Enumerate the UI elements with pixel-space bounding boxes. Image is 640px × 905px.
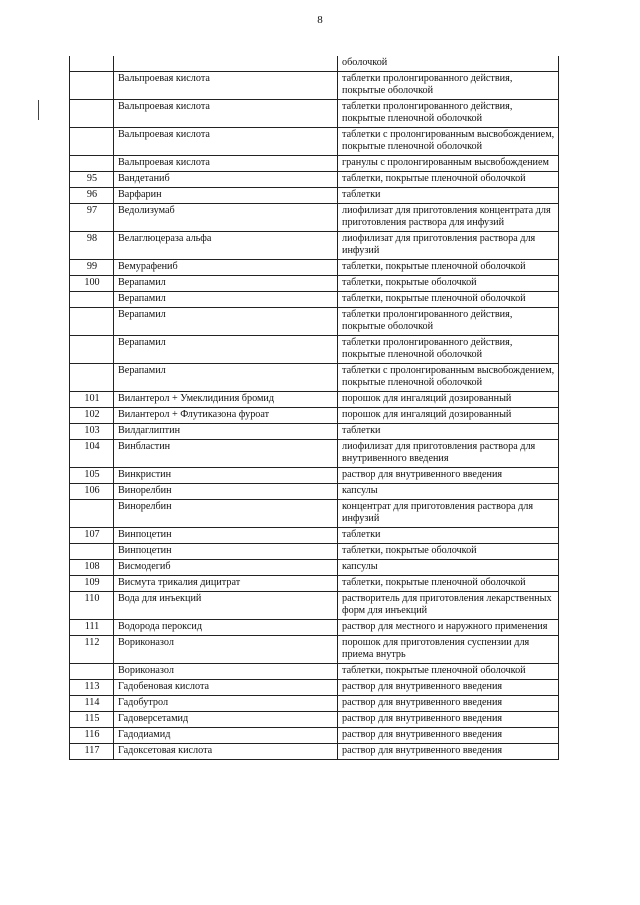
row-number-cell bbox=[70, 56, 114, 72]
dosage-form-cell: таблетки пролонгированного действия, покрытые оболочкой bbox=[338, 308, 559, 336]
dosage-form-cell: таблетки bbox=[338, 424, 559, 440]
drug-name-cell: Винбластин bbox=[114, 440, 338, 468]
drug-name-cell: Винорелбин bbox=[114, 500, 338, 528]
dosage-form-cell: таблетки, покрытые пленочной оболочкой bbox=[338, 172, 559, 188]
dosage-form-cell: таблетки, покрытые пленочной оболочкой bbox=[338, 292, 559, 308]
table-row bbox=[70, 468, 559, 484]
drug-name-cell: Верапамил bbox=[114, 308, 338, 336]
drug-name-cell: Вилдаглиптин bbox=[114, 424, 338, 440]
row-number-cell: 96 bbox=[70, 188, 114, 204]
table-row bbox=[70, 100, 559, 128]
table-row bbox=[70, 576, 559, 592]
dosage-form-cell: таблетки, покрытые пленочной оболочкой bbox=[338, 260, 559, 276]
dosage-form-cell: раствор для внутривенного введения bbox=[338, 468, 559, 484]
dosage-form-cell: лиофилизат для приготовления раствора для внутривенного введения bbox=[338, 440, 559, 468]
drug-name-cell: Ведолизумаб bbox=[114, 204, 338, 232]
dosage-form-cell: лиофилизат для приготовления концентрата для приготовления раствора для инфузий bbox=[338, 204, 559, 232]
table-row bbox=[70, 680, 559, 696]
row-number-cell: 115 bbox=[70, 712, 114, 728]
drug-name-cell: Гадобутрол bbox=[114, 696, 338, 712]
drug-name-cell: Верапамил bbox=[114, 364, 338, 392]
drug-table bbox=[69, 56, 559, 760]
dosage-form-cell: лиофилизат для приготовления раствора для инфузий bbox=[338, 232, 559, 260]
table-row bbox=[70, 592, 559, 620]
dosage-form-cell: таблетки пролонгированного действия, покрытые пленочной оболочкой bbox=[338, 336, 559, 364]
table-row bbox=[70, 336, 559, 364]
table-row bbox=[70, 276, 559, 292]
drug-name-cell: Вальпроевая кислота bbox=[114, 72, 338, 100]
dosage-form-cell: оболочкой bbox=[338, 56, 559, 72]
drug-name-cell: Винорелбин bbox=[114, 484, 338, 500]
table-row bbox=[70, 424, 559, 440]
table-row bbox=[70, 188, 559, 204]
row-number-cell: 97 bbox=[70, 204, 114, 232]
row-number-cell bbox=[70, 292, 114, 308]
row-number-cell: 95 bbox=[70, 172, 114, 188]
dosage-form-cell: таблетки пролонгированного действия, покрытые оболочкой bbox=[338, 72, 559, 100]
table-row bbox=[70, 484, 559, 500]
table-row bbox=[70, 172, 559, 188]
dosage-form-cell: раствор для внутривенного введения bbox=[338, 696, 559, 712]
table-row bbox=[70, 232, 559, 260]
drug-name-cell: Велаглюцераза альфа bbox=[114, 232, 338, 260]
table-row bbox=[70, 364, 559, 392]
table-row bbox=[70, 56, 559, 72]
dosage-form-cell: концентрат для приготовления раствора для инфузий bbox=[338, 500, 559, 528]
drug-name-cell: Верапамил bbox=[114, 276, 338, 292]
drug-name-cell: Гадодиамид bbox=[114, 728, 338, 744]
table-row bbox=[70, 260, 559, 276]
drug-name-cell: Вемурафениб bbox=[114, 260, 338, 276]
dosage-form-cell: порошок для приготовления суспензии для приема внутрь bbox=[338, 636, 559, 664]
drug-name-cell: Вориконазол bbox=[114, 636, 338, 664]
row-number-cell bbox=[70, 364, 114, 392]
margin-mark bbox=[38, 100, 39, 120]
row-number-cell bbox=[70, 156, 114, 172]
drug-name-cell: Гадоверсетамид bbox=[114, 712, 338, 728]
row-number-cell bbox=[70, 100, 114, 128]
table-row bbox=[70, 392, 559, 408]
dosage-form-cell: таблетки пролонгированного действия, покрытые пленочной оболочкой bbox=[338, 100, 559, 128]
dosage-form-cell: порошок для ингаляций дозированный bbox=[338, 392, 559, 408]
row-number-cell bbox=[70, 72, 114, 100]
table-row bbox=[70, 528, 559, 544]
table-row bbox=[70, 292, 559, 308]
table-row bbox=[70, 440, 559, 468]
table-row bbox=[70, 156, 559, 172]
dosage-form-cell: раствор для внутривенного введения bbox=[338, 728, 559, 744]
row-number-cell bbox=[70, 664, 114, 680]
drug-name-cell: Вандетаниб bbox=[114, 172, 338, 188]
row-number-cell: 107 bbox=[70, 528, 114, 544]
row-number-cell: 117 bbox=[70, 744, 114, 760]
dosage-form-cell: таблетки с пролонгированным высвобождением, покрытые пленочной оболочкой bbox=[338, 364, 559, 392]
drug-name-cell: Вилантерол + Умеклидиния бромид bbox=[114, 392, 338, 408]
row-number-cell: 105 bbox=[70, 468, 114, 484]
row-number-cell bbox=[70, 128, 114, 156]
table-row bbox=[70, 128, 559, 156]
dosage-form-cell: капсулы bbox=[338, 560, 559, 576]
row-number-cell: 108 bbox=[70, 560, 114, 576]
dosage-form-cell: таблетки, покрытые пленочной оболочкой bbox=[338, 576, 559, 592]
dosage-form-cell: таблетки bbox=[338, 188, 559, 204]
dosage-form-cell: таблетки, покрытые оболочкой bbox=[338, 544, 559, 560]
row-number-cell: 112 bbox=[70, 636, 114, 664]
row-number-cell bbox=[70, 308, 114, 336]
table-row bbox=[70, 560, 559, 576]
row-number-cell: 99 bbox=[70, 260, 114, 276]
drug-name-cell: Вальпроевая кислота bbox=[114, 156, 338, 172]
dosage-form-cell: таблетки, покрытые пленочной оболочкой bbox=[338, 664, 559, 680]
dosage-form-cell: растворитель для приготовления лекарственных форм для инъекций bbox=[338, 592, 559, 620]
table-row bbox=[70, 664, 559, 680]
drug-name-cell: Вальпроевая кислота bbox=[114, 100, 338, 128]
table-row bbox=[70, 712, 559, 728]
row-number-cell: 104 bbox=[70, 440, 114, 468]
row-number-cell: 111 bbox=[70, 620, 114, 636]
table-row bbox=[70, 744, 559, 760]
page-number: 8 bbox=[317, 14, 323, 26]
dosage-form-cell: таблетки, покрытые оболочкой bbox=[338, 276, 559, 292]
dosage-form-cell: раствор для внутривенного введения bbox=[338, 680, 559, 696]
row-number-cell: 102 bbox=[70, 408, 114, 424]
row-number-cell: 103 bbox=[70, 424, 114, 440]
dosage-form-cell: раствор для местного и наружного применения bbox=[338, 620, 559, 636]
row-number-cell: 110 bbox=[70, 592, 114, 620]
row-number-cell: 100 bbox=[70, 276, 114, 292]
row-number-cell bbox=[70, 544, 114, 560]
table-row bbox=[70, 408, 559, 424]
drug-name-cell: Висмодегиб bbox=[114, 560, 338, 576]
row-number-cell: 98 bbox=[70, 232, 114, 260]
drug-name-cell: Винпоцетин bbox=[114, 528, 338, 544]
drug-name-cell: Водорода пероксид bbox=[114, 620, 338, 636]
dosage-form-cell: раствор для внутривенного введения bbox=[338, 712, 559, 728]
drug-name-cell: Верапамил bbox=[114, 336, 338, 364]
dosage-form-cell: капсулы bbox=[338, 484, 559, 500]
row-number-cell: 116 bbox=[70, 728, 114, 744]
table-row bbox=[70, 620, 559, 636]
drug-name-cell: Винкристин bbox=[114, 468, 338, 484]
table-row bbox=[70, 204, 559, 232]
table-row bbox=[70, 728, 559, 744]
drug-table-body bbox=[70, 56, 559, 760]
dosage-form-cell: раствор для внутривенного введения bbox=[338, 744, 559, 760]
row-number-cell: 109 bbox=[70, 576, 114, 592]
drug-name-cell bbox=[114, 56, 338, 72]
drug-name-cell: Варфарин bbox=[114, 188, 338, 204]
row-number-cell: 106 bbox=[70, 484, 114, 500]
drug-name-cell: Винпоцетин bbox=[114, 544, 338, 560]
dosage-form-cell: таблетки с пролонгированным высвобождением, покрытые пленочной оболочкой bbox=[338, 128, 559, 156]
drug-name-cell: Вода для инъекций bbox=[114, 592, 338, 620]
dosage-form-cell: порошок для ингаляций дозированный bbox=[338, 408, 559, 424]
drug-name-cell: Верапамил bbox=[114, 292, 338, 308]
table-row bbox=[70, 636, 559, 664]
drug-name-cell: Висмута трикалия дицитрат bbox=[114, 576, 338, 592]
table-row bbox=[70, 308, 559, 336]
drug-name-cell: Гадоксетовая кислота bbox=[114, 744, 338, 760]
drug-name-cell: Вориконазол bbox=[114, 664, 338, 680]
drug-name-cell: Гадобеновая кислота bbox=[114, 680, 338, 696]
row-number-cell bbox=[70, 336, 114, 364]
row-number-cell bbox=[70, 500, 114, 528]
row-number-cell: 101 bbox=[70, 392, 114, 408]
row-number-cell: 113 bbox=[70, 680, 114, 696]
drug-name-cell: Вальпроевая кислота bbox=[114, 128, 338, 156]
table-row bbox=[70, 500, 559, 528]
row-number-cell: 114 bbox=[70, 696, 114, 712]
dosage-form-cell: гранулы с пролонгированным высвобождением bbox=[338, 156, 559, 172]
table-row bbox=[70, 544, 559, 560]
table-row bbox=[70, 72, 559, 100]
drug-name-cell: Вилантерол + Флутиказона фуроат bbox=[114, 408, 338, 424]
dosage-form-cell: таблетки bbox=[338, 528, 559, 544]
table-row bbox=[70, 696, 559, 712]
